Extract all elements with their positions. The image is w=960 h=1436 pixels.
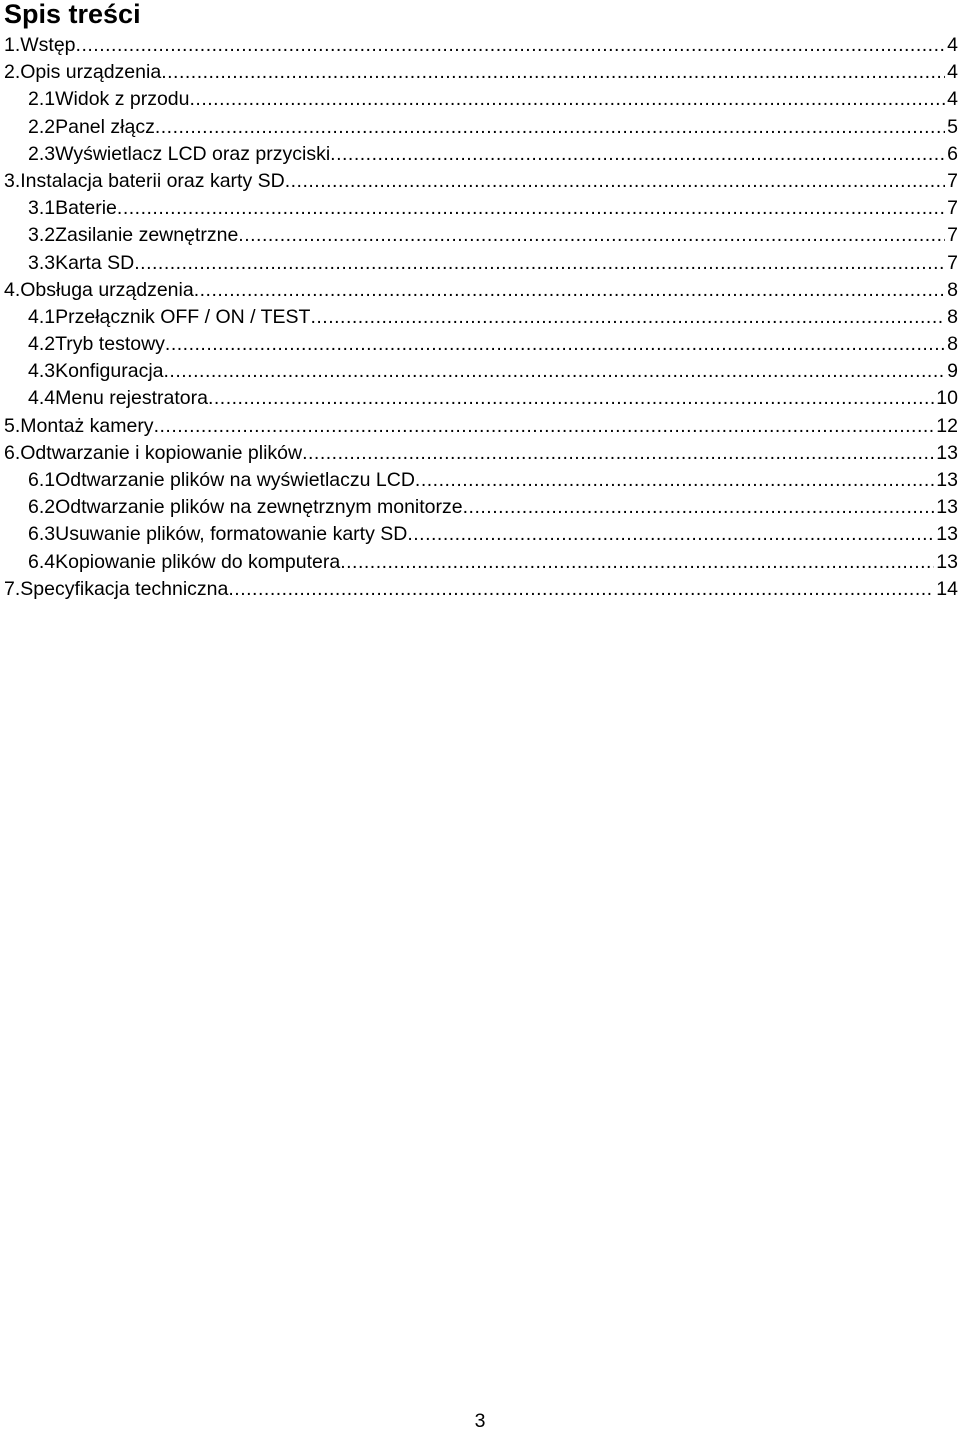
toc-entry-title: Odtwarzanie i kopiowanie plików (20, 441, 303, 464)
toc-entry-number: 6.3 (28, 523, 56, 546)
page-title: Spis treści (4, 0, 141, 29)
toc-dot-leader (415, 467, 934, 494)
toc-entry-page: 13 (936, 496, 958, 519)
toc-entry-title: Zasilanie zewnętrzne (55, 224, 239, 247)
toc-entry[interactable] (0, 304, 958, 331)
toc-entry-page: 7 (947, 169, 958, 192)
toc-dot-leader (117, 195, 945, 222)
toc-entry-number: 4.1 (28, 305, 56, 328)
toc-entry-number: 2.1 (28, 88, 56, 111)
toc-entry[interactable] (0, 32, 958, 59)
toc-entry-title: Konfiguracja (55, 360, 164, 383)
toc-entry-page: 8 (947, 305, 958, 328)
toc-dot-leader (228, 576, 934, 603)
toc-dot-leader (154, 413, 935, 440)
toc-entry-number: 4. (4, 278, 21, 301)
toc-entry-number: 3. (4, 169, 21, 192)
toc-entry-title: Odtwarzanie plików na zewnętrznym monitorze (55, 496, 463, 519)
toc-entry-number: 6.4 (28, 550, 56, 573)
toc-dot-leader (165, 331, 945, 358)
page-number: 3 (474, 1410, 486, 1432)
toc-dot-leader (310, 304, 945, 331)
toc-entry[interactable] (0, 331, 958, 358)
toc-entry-number: 1. (4, 34, 21, 56)
toc-dot-leader (340, 549, 934, 576)
toc-entry[interactable] (0, 467, 958, 494)
table-of-contents (0, 32, 958, 603)
toc-entry-page: 4 (947, 88, 958, 111)
toc-entry-page: 9 (947, 360, 958, 383)
toc-entry-number: 3.1 (28, 197, 56, 220)
toc-entry[interactable] (0, 576, 958, 603)
toc-entry-page: 14 (936, 577, 958, 600)
toc-entry-number: 4.2 (28, 333, 56, 356)
toc-entry[interactable] (0, 413, 958, 440)
toc-entry-number: 7. (4, 577, 21, 600)
toc-entry[interactable] (0, 549, 958, 576)
toc-entry-page: 7 (947, 251, 958, 274)
toc-entry-page: 13 (936, 441, 958, 464)
toc-entry-title: Odtwarzanie plików na wyświetlaczu LCD (55, 469, 415, 491)
toc-entry-number: 5. (4, 414, 21, 437)
toc-entry[interactable] (0, 277, 958, 304)
toc-entry-page: 13 (936, 550, 958, 573)
toc-entry-page: 4 (947, 34, 958, 56)
toc-entry-page: 8 (947, 278, 958, 301)
toc-dot-leader (164, 358, 946, 385)
toc-entry-title: Kopiowanie plików do komputera (55, 550, 341, 573)
toc-entry-page: 13 (936, 523, 958, 546)
toc-dot-leader (155, 114, 945, 141)
toc-entry-number: 6.1 (28, 469, 56, 491)
toc-entry[interactable] (0, 385, 958, 412)
toc-dot-leader (76, 32, 946, 59)
toc-dot-leader (285, 168, 945, 195)
toc-entry-number: 2. (4, 61, 21, 84)
toc-entry-title: Montaż kamery (20, 414, 154, 437)
toc-dot-leader (208, 385, 934, 412)
toc-entry-title: Specyfikacja techniczna (20, 577, 229, 600)
toc-entry-title: Widok z przodu (55, 88, 190, 111)
toc-entry-page: 5 (947, 115, 958, 138)
toc-entry-number: 4.4 (28, 387, 56, 410)
toc-entry[interactable] (0, 59, 958, 86)
toc-entry-number: 4.3 (28, 360, 56, 383)
toc-entry[interactable] (0, 222, 958, 249)
toc-entry[interactable] (0, 168, 958, 195)
toc-dot-leader (134, 250, 945, 277)
toc-entry-page: 7 (947, 224, 958, 247)
toc-entry[interactable] (0, 114, 958, 141)
toc-entry-number: 2.2 (28, 115, 56, 138)
toc-entry-page: 10 (936, 387, 958, 410)
toc-entry[interactable] (0, 195, 958, 222)
toc-dot-leader (190, 86, 946, 113)
toc-entry-page: 6 (947, 142, 958, 165)
toc-dot-leader (463, 494, 935, 521)
toc-entry-title: Usuwanie plików, formatowanie karty SD (55, 523, 408, 546)
toc-entry-number: 3.3 (28, 251, 56, 274)
toc-entry-title: Tryb testowy (55, 333, 165, 356)
toc-dot-leader (194, 277, 945, 304)
toc-entry-title: Instalacja baterii oraz karty SD (20, 169, 285, 192)
toc-entry-title: Menu rejestratora (55, 387, 208, 410)
toc-dot-leader (330, 141, 945, 168)
toc-entry-number: 2.3 (28, 142, 56, 165)
toc-entry[interactable] (0, 250, 958, 277)
toc-dot-leader (407, 521, 934, 548)
toc-entry[interactable] (0, 440, 958, 467)
toc-entry-title: Opis urządzenia (20, 61, 162, 84)
toc-entry-title: Baterie (55, 197, 117, 220)
toc-entry[interactable] (0, 86, 958, 113)
toc-entry-page: 7 (947, 197, 958, 220)
toc-entry-page: 13 (936, 469, 958, 491)
toc-entry[interactable] (0, 494, 958, 521)
toc-entry-title: Obsługa urządzenia (20, 278, 194, 301)
toc-entry-number: 6.2 (28, 496, 56, 519)
toc-entry-title: Przełącznik OFF / ON / TEST (55, 305, 311, 328)
toc-dot-leader (302, 440, 934, 467)
toc-dot-leader (161, 59, 945, 86)
toc-entry-number: 6. (4, 441, 21, 464)
toc-entry-number: 3.2 (28, 224, 56, 247)
toc-entry-page: 8 (947, 333, 958, 356)
toc-entry[interactable] (0, 141, 958, 168)
toc-entry-title: Panel złącz (55, 115, 155, 138)
toc-entry-page: 4 (947, 61, 958, 84)
toc-entry[interactable] (0, 521, 958, 548)
toc-entry-page: 12 (936, 414, 958, 437)
toc-dot-leader (238, 222, 945, 249)
toc-entry[interactable] (0, 358, 958, 385)
toc-entry-title: Karta SD (55, 251, 135, 274)
toc-entry-title: Wstęp (20, 34, 76, 56)
toc-entry-title: Wyświetlacz LCD oraz przyciski (55, 142, 331, 165)
